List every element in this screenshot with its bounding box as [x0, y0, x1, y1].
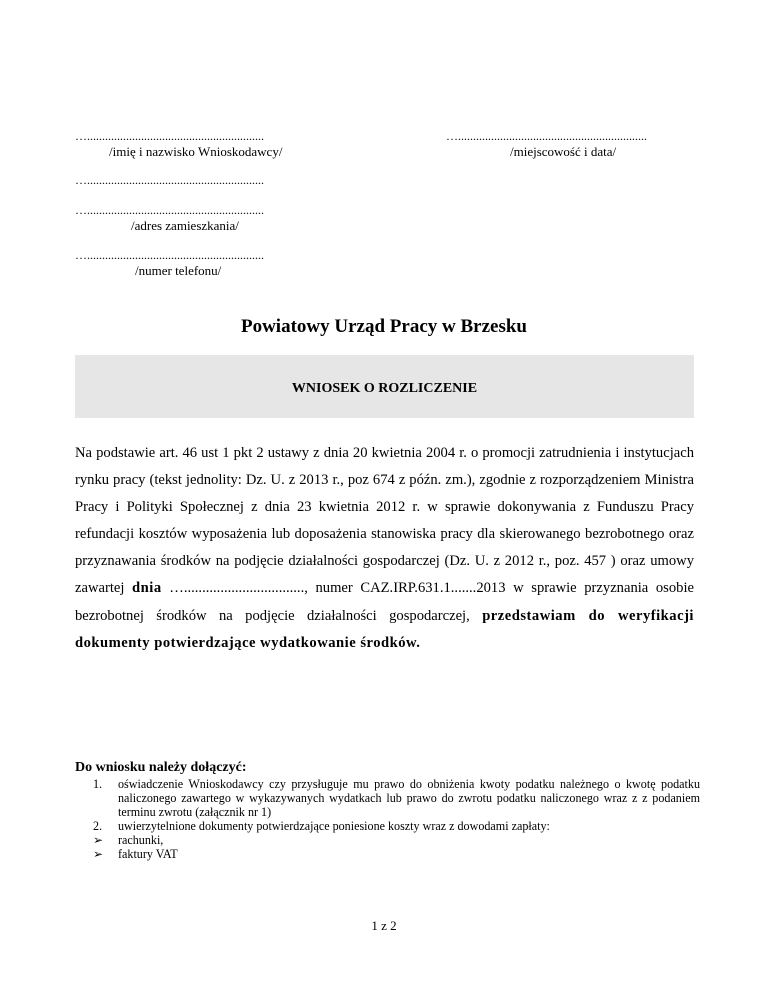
- body-text-part-1: Na podstawie art. 46 ust 1 pkt 2 ustawy z dnia 20 kwietnia 2004 r. o promocji zatrudnienia i instytucjach rynku pracy (tekst jednolity: Dz. U. z 2013 r., poz 674 z późn. zm.), zgodnie z rozporządzeniem Ministra Pracy i Polityki Społecznej z dnia 23 kwietnia 2012 r. w sprawie dokonywania z Funduszu Pracy refundacji kosztów wyposażenia lub doposażenia stanowiska pracy dla skierowanego bezrobotnego oraz przyznawania środków na podjęcie działalności gospodarczej (Dz. U. z 2012 r., poz. 457 ) oraz umowy zawartej: [75, 445, 694, 597]
- request-body-paragraph: [75, 440, 694, 657]
- address-line-1: …...........................................................: [75, 173, 264, 187]
- form-title: WNIOSEK O ROZLICZENIE: [291, 381, 478, 396]
- list-item: [75, 819, 700, 833]
- arrow-bullet-icon: ➢: [93, 847, 104, 861]
- list-item-text: oświadczenie Wnioskodawcy czy przysługuje mu prawo do obniżenia kwoty podatku należnego o kwotę podatku naliczonego zawartego w wykazywanych wydatkach lub prawo do zwrotu podatku naliczonego wraz z z podaniem terminu zwrotu (załącznik nr 1): [118, 777, 700, 819]
- applicant-name-label: /imię i nazwisko Wnioskodawcy/: [109, 144, 283, 159]
- list-marker: 1.: [93, 777, 103, 791]
- arrow-bullet-icon: ➢: [93, 833, 104, 847]
- list-item-text: rachunki,: [118, 833, 164, 847]
- attachments-heading: Do wniosku należy dołączyć:: [75, 760, 247, 775]
- body-bold-statement: przedstawiam do weryfikacji dokumenty potwierdzające wydatkowanie środków.: [75, 607, 694, 651]
- list-marker: 2.: [93, 819, 103, 833]
- list-item-text: faktury VAT: [118, 847, 178, 861]
- office-name: Powiatowy Urząd Pracy w Brzesku: [240, 316, 527, 337]
- list-item: [75, 833, 700, 847]
- body-bold-date: dnia: [132, 580, 162, 597]
- phone-line: …...........................................................: [75, 248, 264, 262]
- page-number: 1 z 2: [371, 918, 397, 933]
- list-item-text: uwierzytelnione dokumenty potwierdzające poniesione koszty wraz z dowodami zapłaty:: [118, 819, 550, 833]
- place-date-label: /miejscowość i data/: [510, 144, 617, 159]
- body-text-part-2: …................................., numer CAZ.IRP.631.1.......2013 w sprawie przyznania osobie bezrobotnej środków na podjęcie działalności gospodarczej,: [75, 580, 694, 624]
- place-date-line: …...............................................................: [446, 129, 647, 143]
- phone-label: /numer telefonu/: [135, 263, 222, 278]
- list-item: [75, 847, 700, 861]
- list-item: [75, 777, 700, 819]
- address-line-2: …...........................................................: [75, 203, 264, 217]
- attachments-list: [75, 777, 700, 861]
- applicant-name-line: …...........................................................: [75, 129, 264, 143]
- address-label: /adres zamieszkania/: [131, 218, 239, 233]
